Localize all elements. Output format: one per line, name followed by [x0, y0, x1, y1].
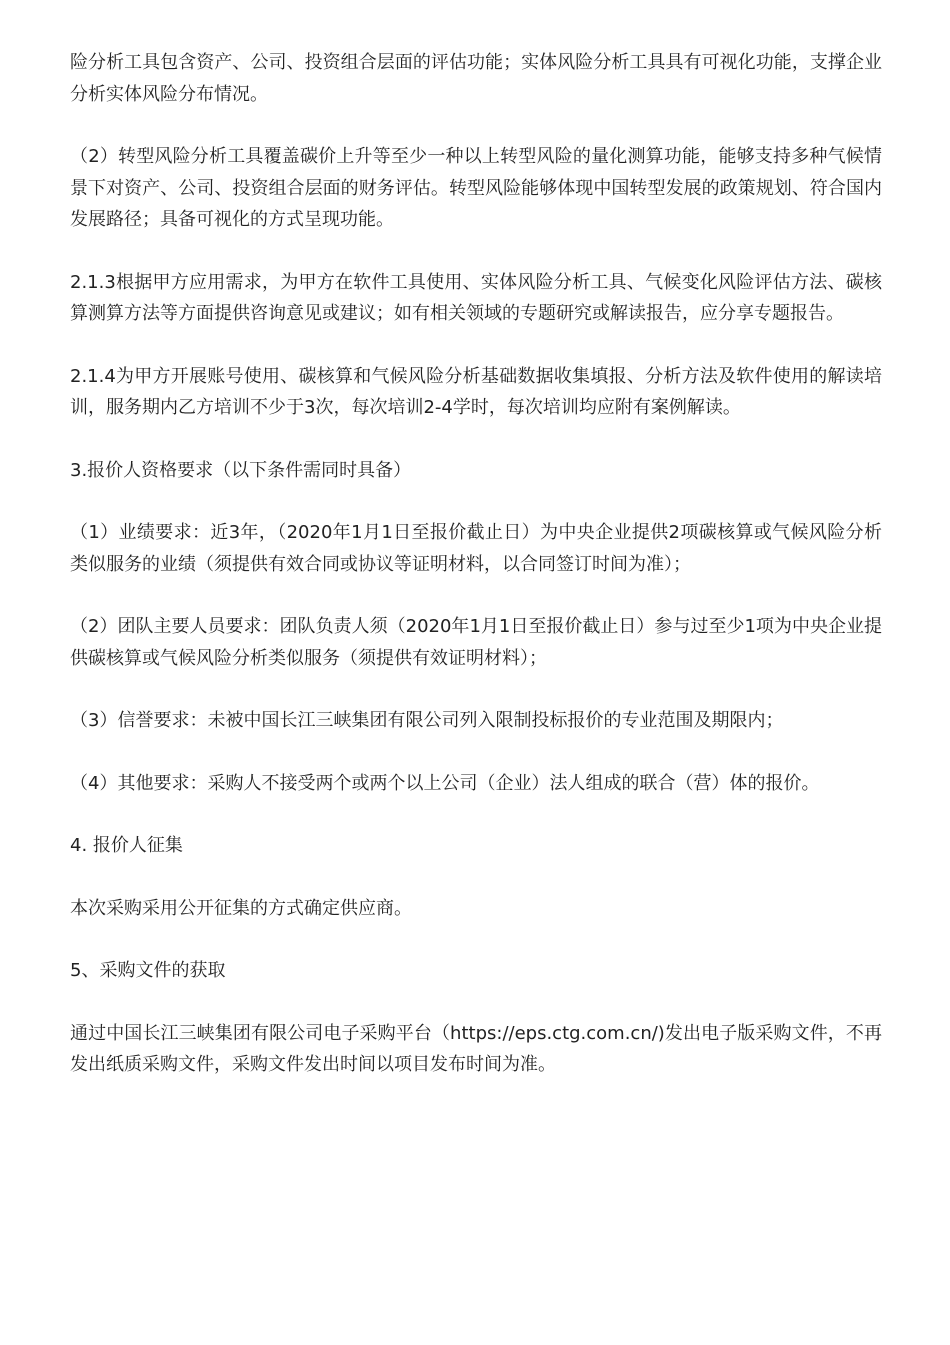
paragraph-2-1-4: 2.1.4为甲方开展账号使用、碳核算和气候风险分析基础数据收集填报、分析方法及软件使用的解读培训，服务期内乙方培训不少于3次，每次培训2-4学时，每次培训均应附有案例解读。 — [70, 365, 882, 418]
document-body — [70, 47, 882, 1112]
section-heading-qualification: 3.报价人资格要求（以下条件需同时具备） — [70, 459, 412, 481]
section-heading-document-acquisition: 5、采购文件的获取 — [70, 960, 226, 981]
paragraph-other-requirement: （4）其他要求：采购人不接受两个或两个以上公司（企业）法人组成的联合（营）体的报价。 — [70, 772, 820, 794]
paragraph-credit-requirement: （3）信誉要求：未被中国长江三峡集团有限公司列入限制投标报价的专业范围及期限内； — [70, 710, 784, 731]
section-heading-bidder-solicitation: 4. 报价人征集 — [70, 835, 183, 856]
paragraph-transition-risk: （2）转型风险分析工具覆盖碳价上升等至少一种以上转型风险的量化测算功能，能够支持多种气候情景下对资产、公司、投资组合层面的财务评估。转型风险能够体现中国转型发展的政策规划、符合国内发展路径；具备可视化的方式呈现功能。 — [70, 146, 882, 230]
paragraph-performance-requirement: （1）业绩要求：近3年，（2020年1月1日至报价截止日）为中央企业提供2项碳核算或气候风险分析类似服务的业绩（须提供有效合同或协议等证明材料，以合同签订时间为准）； — [70, 522, 882, 575]
paragraph-team-requirement: （2）团队主要人员要求：团队负责人须（2020年1月1日至报价截止日）参与过至少1项为中央企业提供碳核算或气候风险分析类似服务（须提供有效证明材料）； — [70, 616, 882, 669]
paragraph-2-1-3: 2.1.3根据甲方应用需求，为甲方在软件工具使用、实体风险分析工具、气候变化风险评估方法、碳核算测算方法等方面提供咨询意见或建议；如有相关领域的专题研究或解读报告，应分享专题报告。 — [70, 271, 882, 324]
paragraph-risk-tools: 险分析工具包含资产、公司、投资组合层面的评估功能；实体风险分析工具具有可视化功能，支撑企业分析实体风险分布情况。 — [70, 52, 882, 105]
paragraph-procurement-method: 本次采购采用公开征集的方式确定供应商。 — [70, 897, 412, 919]
paragraph-acquisition-details: 通过中国长江三峡集团有限公司电子采购平台（https://eps.ctg.com.cn/)发出电子版采购文件，不再发出纸质采购文件，采购文件发出时间以项目发布时间为准。 — [70, 1022, 882, 1075]
